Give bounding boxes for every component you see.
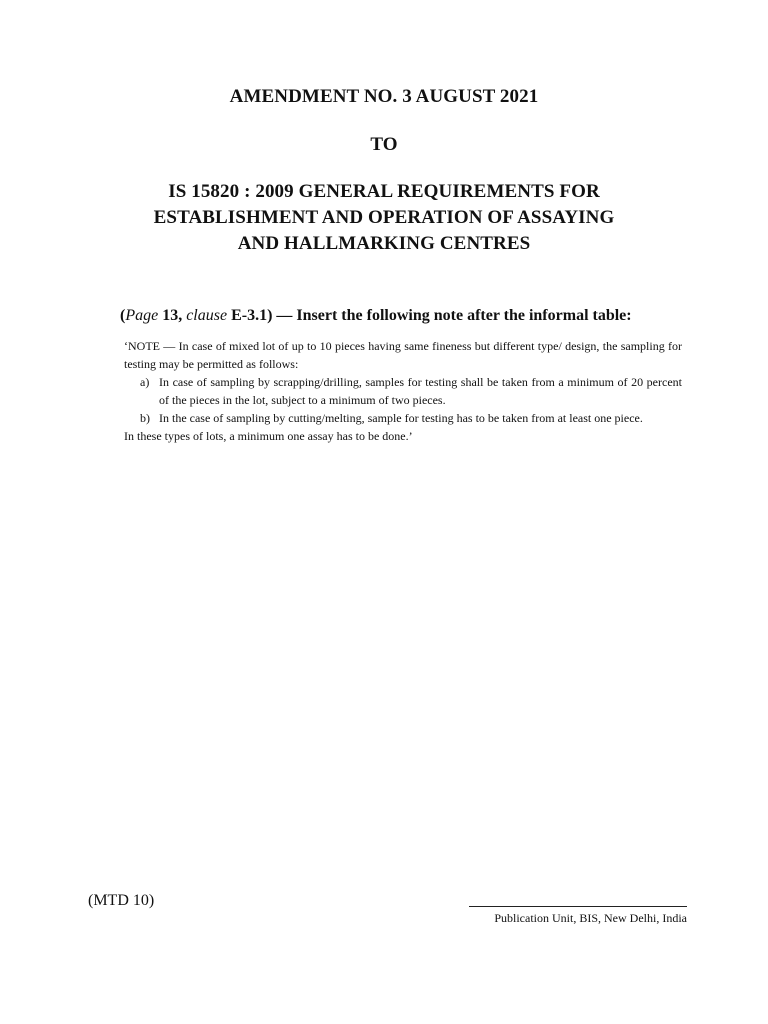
amendment-instruction (120, 307, 700, 325)
publisher-line: Publication Unit, BIS, New Delhi, India (494, 911, 687, 925)
note-item-text: In case of sampling by scrapping/drilling, samples for testing shall be taken from a minimum of 20 percent of the pieces in the lot, subject to a minimum of two pieces. (159, 375, 682, 407)
note-closing: In these types of lots, a minimum one assay has to be done.’ (124, 429, 413, 443)
instruction-page-word: Page (125, 307, 159, 324)
note-item-marker: b) (140, 411, 150, 425)
note-intro: ‘NOTE — In case of mixed lot of up to 10 pieces having same fineness but different type/ design, the sampling for testing may be permitted as follows: (124, 339, 682, 371)
note-item-a (124, 373, 682, 409)
amendment-title: AMENDMENT NO. 3 AUGUST 2021 (229, 86, 539, 107)
standard-title-line-1: IS 15820 : 2009 GENERAL REQUIREMENTS FOR (168, 181, 600, 202)
committee-reference: (MTD 10) (88, 892, 155, 909)
instruction-text: — Insert the following note after the informal table: (272, 307, 632, 324)
instruction-clause-ref: E-3.1 (227, 307, 268, 324)
footer-divider (469, 906, 687, 907)
instruction-clause-word: clause (186, 307, 228, 324)
note-item-text: In the case of sampling by cutting/melting, sample for testing has to be taken from at least one piece. (159, 411, 643, 425)
note-item-b (124, 409, 682, 427)
standard-title (0, 179, 768, 257)
note-block (124, 337, 682, 445)
title-to: TO (370, 134, 398, 155)
instruction-open: ( (120, 307, 126, 324)
instruction-page-number: 13, (158, 307, 187, 324)
note-item-marker: a) (140, 375, 150, 389)
instruction-close: ) (267, 307, 273, 324)
standard-title-line-2: ESTABLISHMENT AND OPERATION OF ASSAYING (153, 207, 615, 228)
note-list (124, 373, 682, 427)
standard-title-line-3: AND HALLMARKING CENTRES (237, 233, 531, 254)
